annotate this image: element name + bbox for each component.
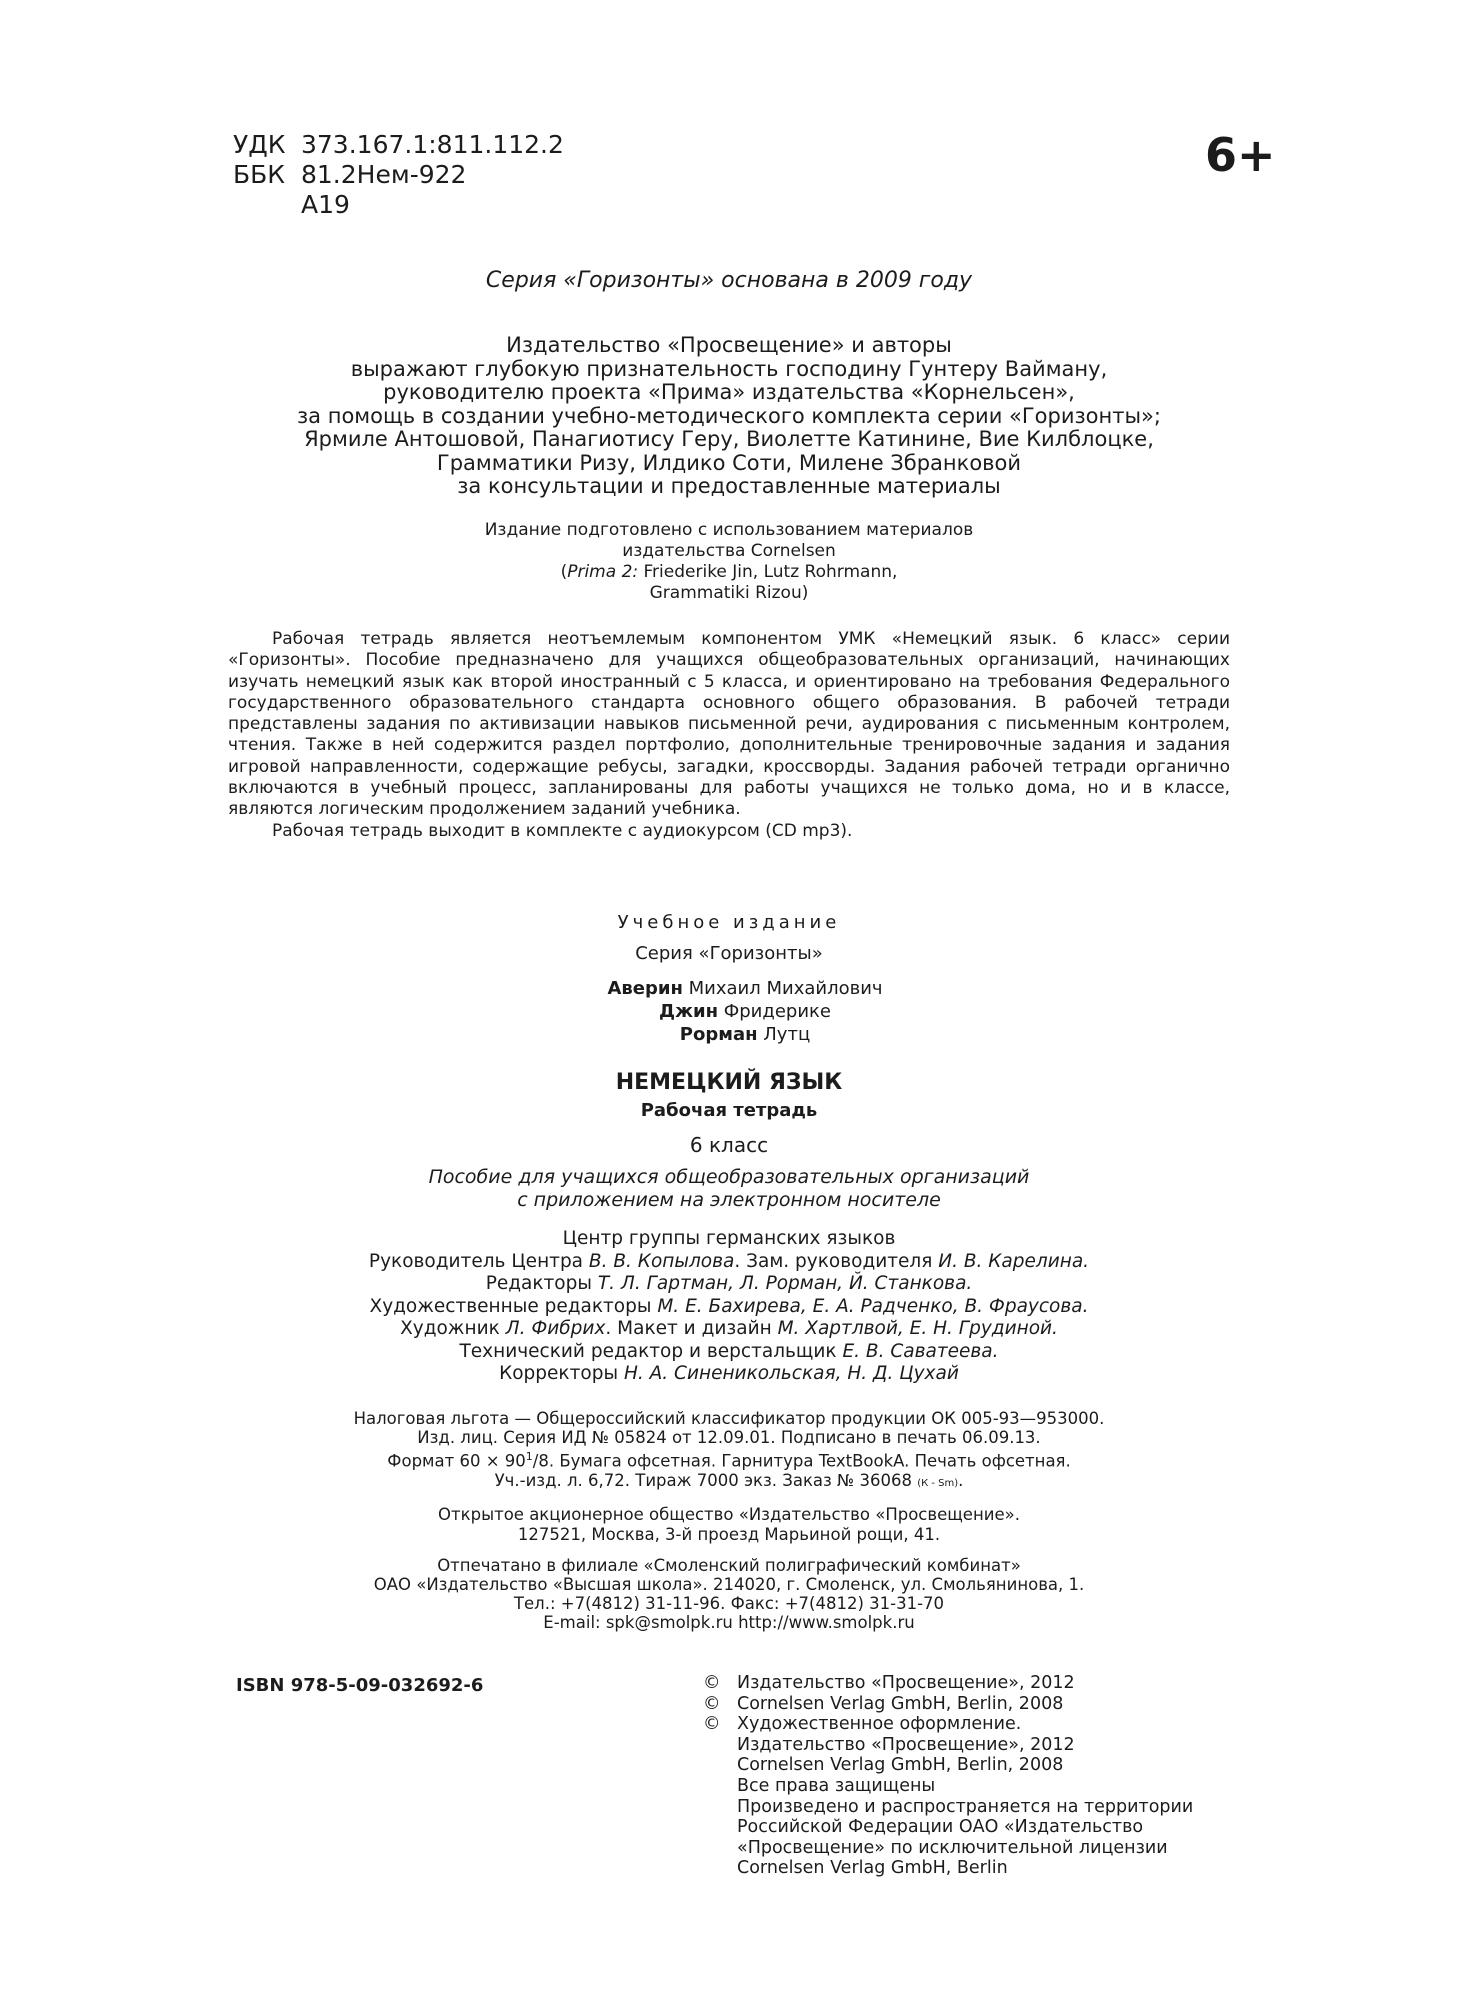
prepared-note-line [330,562,1128,583]
copyright-text: Издательство «Просвещение», 2012 [737,1673,1075,1693]
age-rating: 6+ [1205,128,1276,182]
acknowledgement-line: Издательство «Просвещение» и авторы [506,333,952,357]
manual-note [0,1166,1458,1212]
copyright-indent [703,1735,737,1756]
credit-name: Т. Л. Гартман, Л. Рорман, Й. Станкова. [597,1273,973,1294]
credits-artist-line [0,1318,1458,1341]
acknowledgement-line: за консультации и предоставленные материалы [457,474,1001,498]
acknowledgement-line: Ярмиле Антошовой, Панагиотису Геру, Виолетте Катинине, Вие Килблоцке, [304,427,1154,451]
imprint-format: Формат 60 × 90 [387,1451,526,1471]
copyright-symbol: © [703,1673,721,1693]
imprint-line: Налоговая льгота — Общероссийский классификатор продукции ОК 005-93—953000. [353,1409,1105,1428]
credits-art-editors-line [0,1296,1458,1319]
copyright-text: «Просвещение» по исключительной лицензии [737,1837,1168,1858]
credit-name: Н. А. Синеникольская, Н. Д. Цухай [623,1363,959,1384]
acknowledgement-line: выражают глубокую признательность господину Гунтеру Вайману, [350,356,1108,381]
copyright-symbol: © [703,1714,721,1735]
classification-block [233,130,564,220]
copyright-indent [703,1838,737,1859]
isbn: ISBN 978-5-09-032692-6 [236,1675,484,1696]
manual-note-line: с приложением на электронном носителе [517,1189,941,1211]
copyright-block [703,1673,1193,1879]
acknowledgement [180,334,1278,499]
classification-key: ББК [233,160,286,189]
author [16,1000,1458,1023]
credit-label: Художественные редакторы [369,1295,658,1317]
book-grade: 6 класс [689,1133,769,1157]
copyright-row [703,1858,1193,1879]
classification-row [233,190,564,220]
classification-value: 373.167.1:811.112.2 [301,130,564,159]
prima-title: Prima 2: [567,562,639,582]
series-note: Серия «Горизонты» основана в 2009 году [485,268,973,293]
copyright-indent [703,1817,737,1838]
author-surname: Джин [659,1001,719,1022]
prepared-note [330,520,1128,604]
acknowledgement-line: за помощь в создании учебно-методического комплекта серии «Горизонты»; [297,403,1161,428]
author-given: Фридерике [718,1001,831,1022]
credit-label: Руководитель Центра [368,1250,589,1272]
credits-editors-line [0,1273,1458,1296]
copyright-row [703,1755,1193,1776]
prepared-note-line: издательства Cornelsen [622,541,836,561]
copyright-row [703,1776,1193,1797]
prima-authors: Friederike Jin, Lutz Rohrmann, [638,562,898,582]
book-subtitle: Рабочая тетрадь [640,1100,818,1121]
credit-label: Художник [400,1318,506,1339]
credit-name: В. В. Копылова [588,1250,735,1272]
author-surname: Рорман [679,1024,758,1045]
imprint-line: E-mail: spk@smolpk.ru http://www.smolpk.ru [543,1613,915,1633]
copyright-text: Произведено и распространяется на территории [737,1796,1194,1817]
credit-label: . Макет и дизайн [605,1318,778,1339]
prepared-note-line: Grammatiki Rizou) [649,583,809,603]
classification-key: УДК [233,130,286,159]
copyright-row [703,1817,1193,1838]
imprint-line: ОАО «Издательство «Высшая школа». 214020, г. Смоленск, ул. Смольянинова, 1. [373,1574,1085,1594]
author [16,1023,1458,1046]
copyright-text: Cornelsen Verlag GmbH, Berlin, 2008 [737,1755,1064,1776]
credit-name: Л. Фибрих [505,1318,606,1339]
imprint-line [0,1447,1458,1471]
imprint-line [0,1471,1458,1493]
credit-name: М. Е. Бахирева, Е. А. Радченко, В. Фраусова. [657,1295,1089,1317]
credits [0,1228,1458,1386]
prepared-note-line: Издание подготовлено с использованием материалов [484,520,974,540]
copyright-row [703,1838,1193,1859]
imprint-format-rest: . Бумага офсетная. Гарнитура TextBookA. Печать офсетная. [548,1451,1071,1471]
author-given: Михаил Михайлович [682,978,883,999]
author [16,977,1458,1000]
copyright-indent [703,1797,737,1818]
imprint-line: Отпечатано в филиале «Смоленский полиграфический комбинат» [437,1555,1021,1575]
description [228,629,1230,842]
copyright-row [703,1735,1193,1756]
credit-name: Е. В. Саватеева. [842,1340,999,1362]
credits-center: Центр группы германских языков [562,1228,896,1249]
imprint-line: Изд. лиц. Серия ИД № 05824 от 12.09.01. Подписано в печать 06.09.13. [417,1428,1041,1448]
author-surname: Аверин [607,978,683,999]
imprint-fraction-den: /8 [532,1451,549,1471]
copyright-text: Все права защищены [737,1775,936,1796]
imprint-order-end: . [958,1471,964,1491]
credit-label: . Зам. руководителя [734,1250,939,1272]
classification-value: А19 [301,190,350,219]
credit-label: Редакторы [485,1273,598,1294]
copyright-text: Cornelsen Verlag GmbH, Berlin, 2008 [737,1693,1064,1714]
credit-name: М. Хартлвой, Е. Н. Грудиной. [777,1318,1058,1339]
open-paren: ( [560,562,568,582]
classification-key [233,190,301,220]
imprint-line: Тел.: +7(4812) 31-11-96. Факс: +7(4812) 31-31-70 [513,1594,945,1614]
description-paragraph: Рабочая тетрадь выходит в комплекте с аудиокурсом (CD mp3). [272,820,853,841]
credits-head-line [0,1251,1458,1274]
copyright-indent [703,1755,737,1776]
manual-note-line: Пособие для учащихся общеобразовательных организаций [428,1166,1030,1188]
classification-row [233,130,564,160]
credit-name: И. В. Карелина. [938,1250,1090,1272]
imprint-line: 127521, Москва, 3-й проезд Марьиной рощи, 41. [517,1524,941,1544]
acknowledgement-line: руководителю проекта «Прима» издательства «Корнельсен», [383,380,1075,404]
author-given: Лутц [757,1024,811,1045]
imprint-fraction-num: 1 [525,1450,533,1464]
series-name: Серия «Горизонты» [635,943,823,964]
description-paragraph: Рабочая тетрадь является неотъемлемым компонентом УМК «Немецкий язык. 6 класс» серии «Горизонты». Пособие предназначено для учащихся общеобразовательных организаций, начинающих изучать немецкий язык как второй иностранный с 5 класса, и ориентировано на требования Федерального государственного образовательного стандарта основного общего образования. В рабочей тетради представлены задания по активизации навыков письменной речи, аудирования с письменным контролем, чтения. Также в ней содержится раздел портфолио, дополнительные тренировочные задания и задания игровой направленности, содержащие ребусы, загадки, кроссворды. Задания рабочей тетради органично включаются в учебный процесс, запланированы для работы учащихся не только дома, но и в классе, являются логическим продолжением заданий учебника. [228,629,1230,820]
copyright-row [703,1714,1193,1735]
copyright-text: Художественное оформление. [737,1714,1022,1735]
copyright-text: Российской Федерации ОАО «Издательство [737,1817,1144,1838]
credit-label: Корректоры [499,1363,624,1384]
copyright-indent [703,1858,737,1879]
copyright-symbol: © [703,1693,721,1714]
imprint-order-code: (К - Sm) [917,1478,959,1490]
copyright-row [703,1694,1193,1715]
authors [0,977,1458,1046]
book-title: НЕМЕЦКИЙ ЯЗЫК [615,1070,843,1095]
credit-label: Технический редактор и верстальщик [459,1340,843,1362]
copyright-text: Издательство «Просвещение», 2012 [737,1734,1075,1755]
copyright-text: Cornelsen Verlag GmbH, Berlin [737,1858,1008,1879]
edition-type: Учебное издание [617,912,841,933]
classification-row [233,160,564,190]
credits-proof-line [0,1363,1458,1386]
imprint-line: Открытое акционерное общество «Издательство «Просвещение». [438,1505,1020,1525]
credits-tech-line [0,1341,1458,1364]
imprint [0,1409,1458,1633]
copyright-row [703,1797,1193,1818]
copyright-indent [703,1776,737,1797]
copyright-row [703,1673,1193,1694]
classification-value: 81.2Нем-922 [301,160,467,189]
acknowledgement-line: Грамматики Ризу, Илдико Соти, Милене Збранковой [436,450,1022,475]
imprint-order: Уч.-изд. л. 6,72. Тираж 7000 экз. Заказ № 36068 [494,1471,918,1491]
